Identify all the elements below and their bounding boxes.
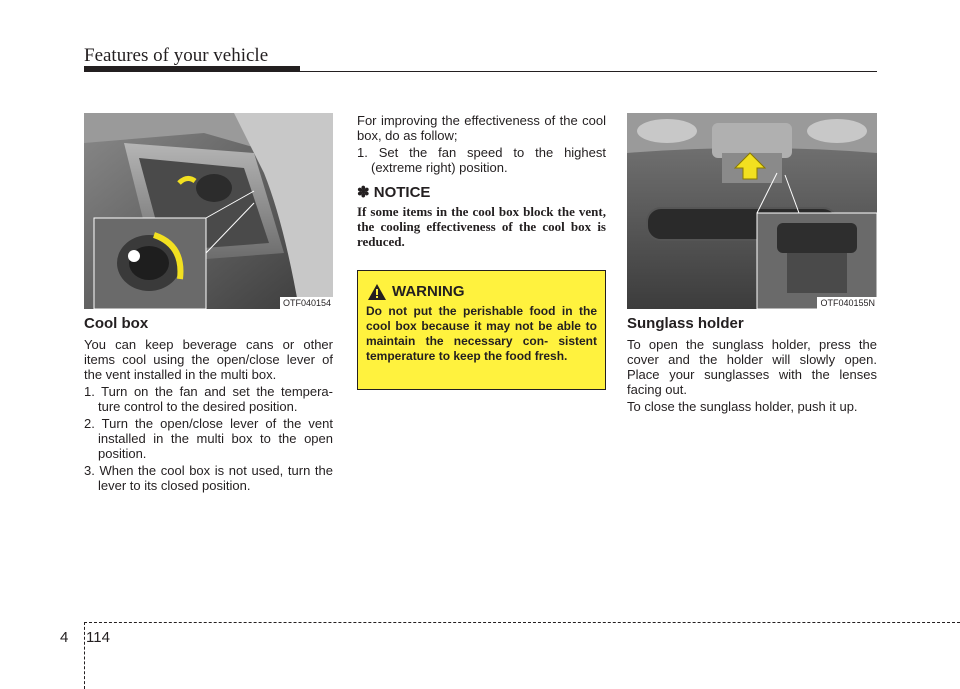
- footer-rule: [84, 622, 960, 623]
- image-code: OTF040154: [280, 297, 333, 309]
- notice-text: If some items in the cool box block the vent, the cooling effectiveness of the cool box is reduced.: [357, 204, 606, 249]
- sunglass-holder-heading: Sunglass holder: [627, 315, 744, 332]
- sunglass-holder-close-text: To close the sunglass holder, push it up.: [627, 399, 858, 414]
- page-header-title: Features of your vehicle: [84, 45, 269, 66]
- middle-column: [357, 113, 606, 249]
- image-code: OTF040155N: [817, 297, 877, 309]
- right-column: [627, 316, 877, 416]
- cool-box-photo: [84, 113, 333, 309]
- chapter-number: 4: [60, 629, 69, 646]
- list-item: 1. Turn on the fan and set the tempera- ture control to the desired position.: [84, 384, 333, 414]
- footer-divider: [84, 622, 85, 689]
- sunglass-holder-open-text: To open the sunglass holder, press the cover and the holder will slowly open. Place your sunglasses with the lenses facing out.: [627, 337, 877, 397]
- header-rule: [84, 71, 877, 72]
- effectiveness-steps: [357, 145, 606, 175]
- cool-box-heading: Cool box: [84, 315, 149, 332]
- list-item: 3. When the cool box is not used, turn the lever to its closed position.: [84, 463, 333, 493]
- list-item: 1. Set the fan speed to the highest (extreme right) position.: [357, 145, 606, 175]
- notice-title: ✽ NOTICE: [357, 184, 431, 201]
- sunglass-holder-illustration: [627, 113, 877, 309]
- page-number: 114: [86, 629, 110, 646]
- left-column: [84, 316, 333, 495]
- warning-title: WARNING: [392, 283, 465, 300]
- cool-box-effectiveness-intro: For improving the effectiveness of the cool box, do as follow;: [357, 113, 606, 143]
- warning-triangle-icon: [368, 284, 386, 300]
- warning-header: [368, 283, 597, 300]
- warning-text: Do not put the perishable food in the cool box because it may not be able to maintain the necessary con- sistent temperature to keep the food fresh.: [366, 304, 597, 363]
- cool-box-steps: [84, 384, 333, 493]
- sunglass-holder-photo: [627, 113, 877, 309]
- cool-box-illustration: [84, 113, 333, 309]
- list-item: 2. Turn the open/close lever of the vent installed in the multi box to the open position.: [84, 416, 333, 461]
- warning-box: [357, 270, 606, 390]
- cool-box-intro: You can keep beverage cans or other items cool using the open/close lever of the vent installed in the multi box.: [84, 337, 333, 382]
